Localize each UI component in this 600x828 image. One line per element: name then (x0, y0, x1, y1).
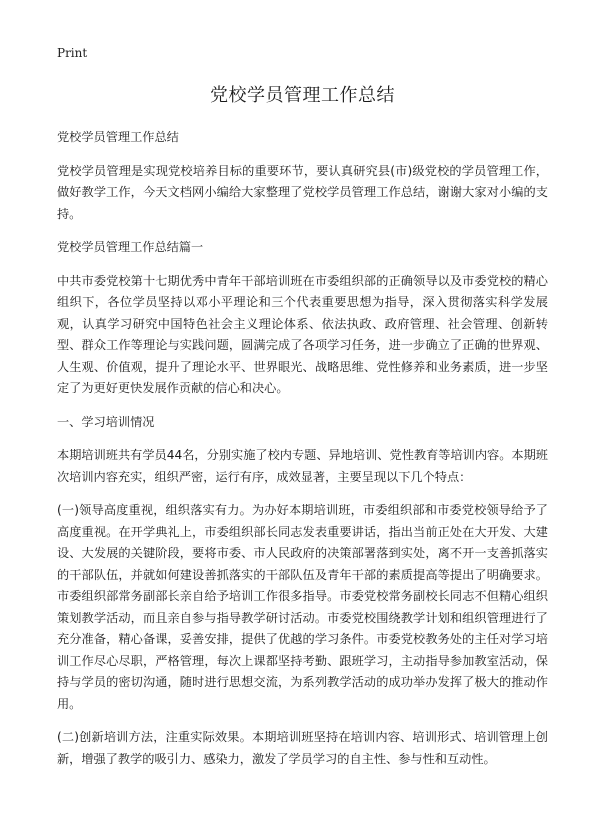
body-paragraph: (二)创新培训方法，注重实际效果。本期培训班坚持在培训内容、培训形式、培训管理上创新，增强了教学的吸引力、感染力，激发了学员学习的自主性、参与性和互动性。 (57, 730, 548, 766)
document-title: 党校学员管理工作总结 (210, 85, 395, 106)
subtitle-paragraph: 党校学员管理工作总结 (57, 130, 179, 144)
section-title: 党校学员管理工作总结篇一 (57, 240, 204, 254)
intro-paragraph: 党校学员管理是实现党校培养目标的重要环节，要认真研究县(市)级党校的学员管理工作，做好教学工作，今天文档网小编给大家整理了党校学员管理工作总结，谢谢大家对小编的支持。 (57, 163, 548, 221)
print-link[interactable]: Print (57, 46, 88, 60)
section-heading: 一、学习培训情况 (57, 414, 155, 429)
body-paragraph: (一)领导高度重视，组织落实有力。为办好本期培训班，市委组织部和市委党校领导给予了高度重视。在开学典礼上，市委组织部长同志发表重要讲话，指出当前正处在大开发、大建设、大发展的关键阶段，要将市委、市人民政府的决策部署落到实处，离不开一支善抓落实的干部队伍，并就如何建设善抓落实的干部队伍及青年干部的素质提高等提出了明确要求。市委组织部常务副部长亲自给予培训工作很多指导。市委党校常务副校长同志不但精心组织策划教学活动，而且亲自参与指导教学研讨活动。市委党校围绕教学计划和组织管理进行了充分准备，精心备课，妥善安排，提供了优越的学习条件。市委党校教务处的主任对学习培训工作尽心尽职，严格管理，每次上课都坚持考勤、跟班学习，主动指导参加教室活动，保持与学员的密切沟通，随时进行思想交流，为系列教学活动的成功举办发挥了极大的推动作用。 (57, 503, 548, 711)
body-paragraph: 本期培训班共有学员44名，分别实施了校内专题、异地培训、党性教育等培训内容。本期班次培训内容充实，组织严密，运行有序，成效显著，主要呈现以下几个特点： (57, 448, 548, 484)
body-paragraph: 中共市委党校第十七期优秀中青年干部培训班在市委组织部的正确领导以及市委党校的精心组织下，各位学员坚持以邓小平理论和三个代表重要思想为指导，深入贯彻落实科学发展观，认真学习研究中国特色社会主义理论体系、依法执政、政府管理、社会管理、创新转型、群众工作等理论与实践问题，圆满完成了各项学习任务，进一步确立了正确的世界观、人生观、价值观，提升了理论水平、世界眼光、战略思维、党性修养和业务素质，进一步坚定了为更好更快发展作贡献的信心和决心。 (57, 273, 548, 395)
